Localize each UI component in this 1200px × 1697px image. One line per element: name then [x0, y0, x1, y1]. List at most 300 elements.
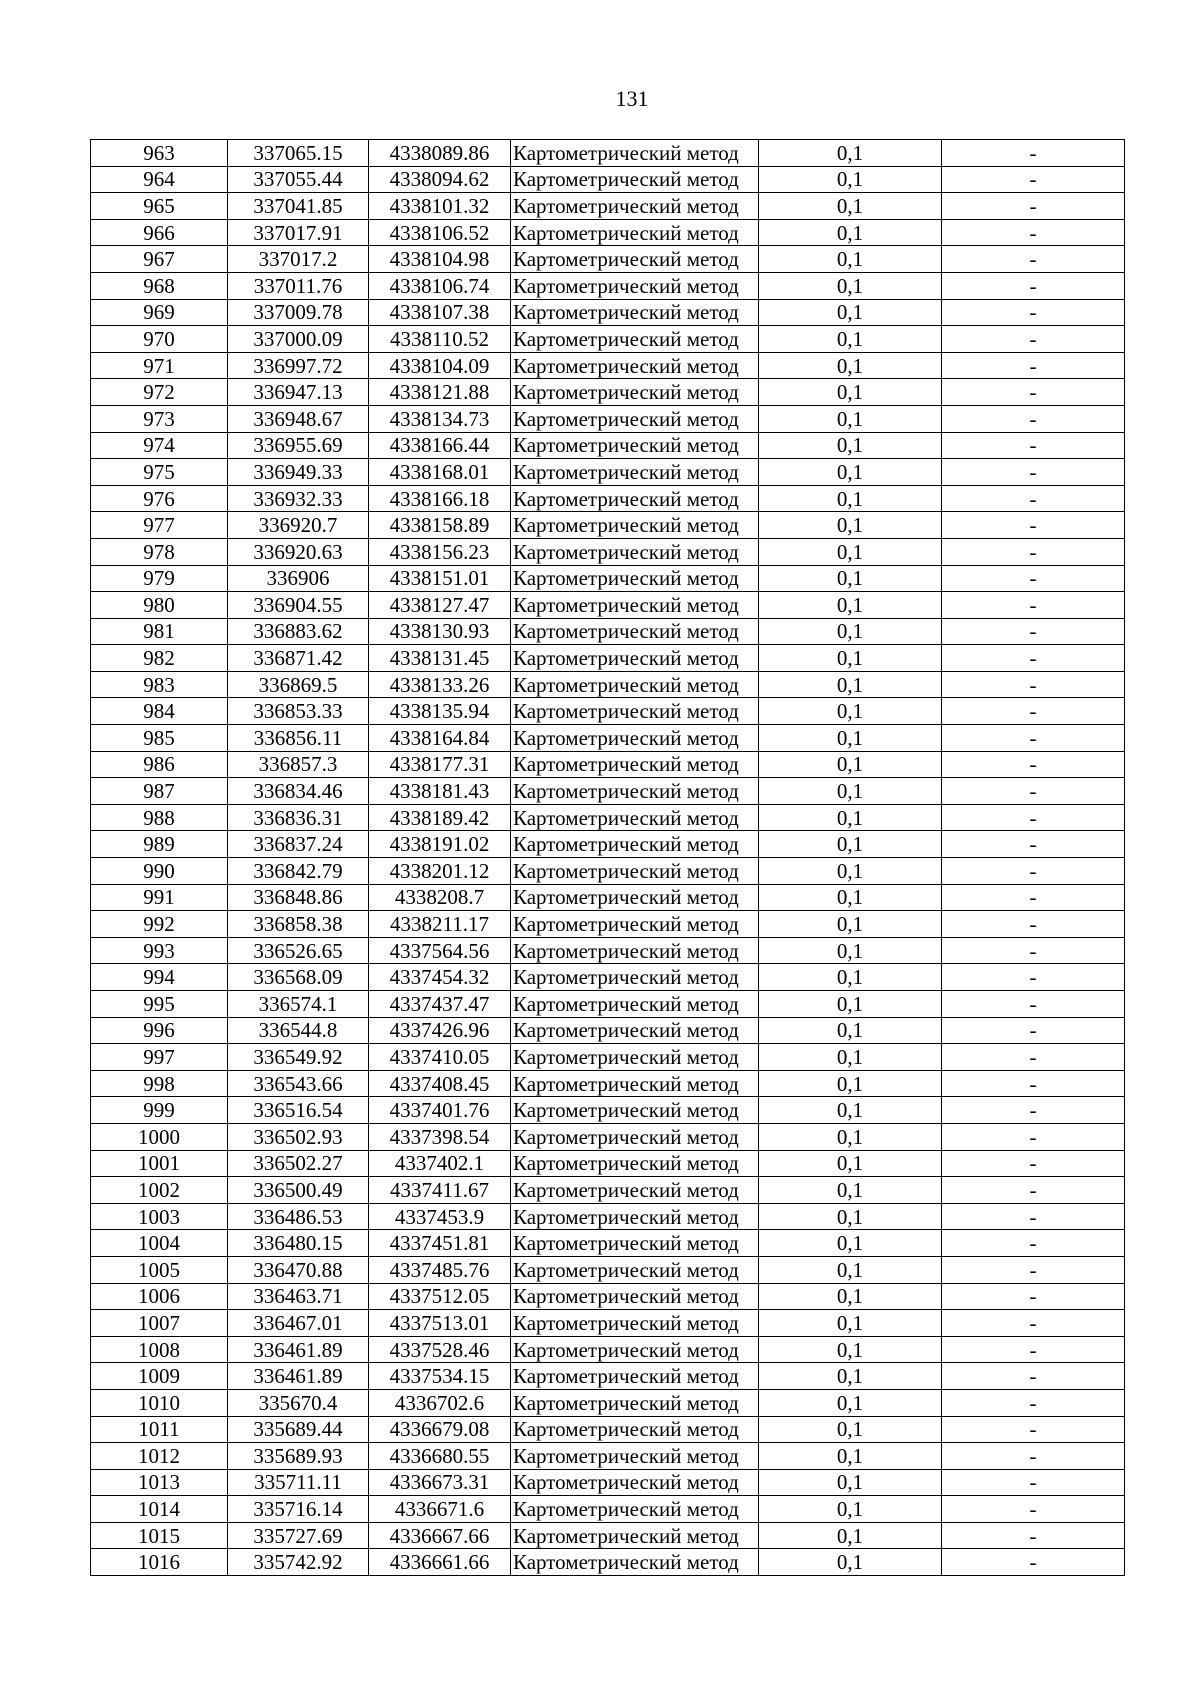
- table-row: [91, 485, 1125, 512]
- point-number-cell: 970: [91, 326, 228, 353]
- point-number-cell: 1010: [91, 1389, 228, 1416]
- point-number-cell: 972: [91, 379, 228, 406]
- table-row: [91, 1389, 1125, 1416]
- method-cell: Картометрический метод: [511, 1389, 759, 1416]
- method-cell: Картометрический метод: [511, 1283, 759, 1310]
- note-cell: -: [942, 405, 1125, 432]
- point-number-cell: 996: [91, 1017, 228, 1044]
- point-number-cell: 979: [91, 565, 228, 592]
- y-coordinate-cell: 4337534.15: [369, 1363, 511, 1390]
- table-row: [91, 272, 1125, 299]
- note-cell: -: [942, 1150, 1125, 1177]
- table-row: [91, 299, 1125, 326]
- accuracy-cell: 0,1: [759, 1389, 942, 1416]
- accuracy-cell: 0,1: [759, 1017, 942, 1044]
- point-number-cell: 968: [91, 272, 228, 299]
- x-coordinate-cell: 336856.11: [228, 725, 369, 752]
- y-coordinate-cell: 4338106.52: [369, 219, 511, 246]
- x-coordinate-cell: 335670.4: [228, 1389, 369, 1416]
- accuracy-cell: 0,1: [759, 432, 942, 459]
- x-coordinate-cell: 336848.86: [228, 884, 369, 911]
- y-coordinate-cell: 4338156.23: [369, 538, 511, 565]
- accuracy-cell: 0,1: [759, 804, 942, 831]
- point-number-cell: 981: [91, 618, 228, 645]
- note-cell: -: [942, 1416, 1125, 1443]
- accuracy-cell: 0,1: [759, 645, 942, 672]
- table-row: [91, 1017, 1125, 1044]
- x-coordinate-cell: 336470.88: [228, 1256, 369, 1283]
- table-row: [91, 1256, 1125, 1283]
- point-number-cell: 973: [91, 405, 228, 432]
- y-coordinate-cell: 4337485.76: [369, 1256, 511, 1283]
- x-coordinate-cell: 336486.53: [228, 1203, 369, 1230]
- y-coordinate-cell: 4336661.66: [369, 1549, 511, 1576]
- x-coordinate-cell: 336842.79: [228, 858, 369, 885]
- note-cell: -: [942, 1256, 1125, 1283]
- x-coordinate-cell: 336837.24: [228, 831, 369, 858]
- method-cell: Картометрический метод: [511, 1310, 759, 1337]
- x-coordinate-cell: 336543.66: [228, 1070, 369, 1097]
- table-row: [91, 1123, 1125, 1150]
- x-coordinate-cell: 337017.2: [228, 246, 369, 273]
- table-row: [91, 937, 1125, 964]
- y-coordinate-cell: 4336667.66: [369, 1522, 511, 1549]
- table-row: [91, 219, 1125, 246]
- note-cell: -: [942, 1363, 1125, 1390]
- x-coordinate-cell: 336463.71: [228, 1283, 369, 1310]
- x-coordinate-cell: 336461.89: [228, 1363, 369, 1390]
- point-number-cell: 992: [91, 911, 228, 938]
- accuracy-cell: 0,1: [759, 964, 942, 991]
- table-row: [91, 1443, 1125, 1470]
- accuracy-cell: 0,1: [759, 671, 942, 698]
- method-cell: Картометрический метод: [511, 272, 759, 299]
- method-cell: Картометрический метод: [511, 698, 759, 725]
- point-number-cell: 1014: [91, 1496, 228, 1523]
- y-coordinate-cell: 4337401.76: [369, 1097, 511, 1124]
- y-coordinate-cell: 4338177.31: [369, 751, 511, 778]
- note-cell: -: [942, 272, 1125, 299]
- point-number-cell: 994: [91, 964, 228, 991]
- note-cell: -: [942, 751, 1125, 778]
- accuracy-cell: 0,1: [759, 778, 942, 805]
- method-cell: Картометрический метод: [511, 1522, 759, 1549]
- y-coordinate-cell: 4338191.02: [369, 831, 511, 858]
- y-coordinate-cell: 4337564.56: [369, 937, 511, 964]
- method-cell: Картометрический метод: [511, 379, 759, 406]
- note-cell: -: [942, 1496, 1125, 1523]
- point-number-cell: 975: [91, 459, 228, 486]
- note-cell: -: [942, 565, 1125, 592]
- point-number-cell: 1009: [91, 1363, 228, 1390]
- method-cell: Картометрический метод: [511, 326, 759, 353]
- accuracy-cell: 0,1: [759, 858, 942, 885]
- point-number-cell: 1001: [91, 1150, 228, 1177]
- accuracy-cell: 0,1: [759, 1044, 942, 1071]
- table-row: [91, 1416, 1125, 1443]
- y-coordinate-cell: 4338134.73: [369, 405, 511, 432]
- x-coordinate-cell: 336549.92: [228, 1044, 369, 1071]
- point-number-cell: 984: [91, 698, 228, 725]
- y-coordinate-cell: 4338107.38: [369, 299, 511, 326]
- method-cell: Картометрический метод: [511, 1496, 759, 1523]
- method-cell: Картометрический метод: [511, 937, 759, 964]
- note-cell: -: [942, 698, 1125, 725]
- y-coordinate-cell: 4337454.32: [369, 964, 511, 991]
- point-number-cell: 1005: [91, 1256, 228, 1283]
- x-coordinate-cell: 336836.31: [228, 804, 369, 831]
- accuracy-cell: 0,1: [759, 459, 942, 486]
- table-row: [91, 592, 1125, 619]
- point-number-cell: 998: [91, 1070, 228, 1097]
- method-cell: Картометрический метод: [511, 1230, 759, 1257]
- method-cell: Картометрический метод: [511, 1017, 759, 1044]
- table-row: [91, 1230, 1125, 1257]
- note-cell: -: [942, 991, 1125, 1018]
- note-cell: -: [942, 1044, 1125, 1071]
- note-cell: -: [942, 671, 1125, 698]
- point-number-cell: 971: [91, 352, 228, 379]
- table-row: [91, 432, 1125, 459]
- note-cell: -: [942, 911, 1125, 938]
- accuracy-cell: 0,1: [759, 1177, 942, 1204]
- accuracy-cell: 0,1: [759, 751, 942, 778]
- point-number-cell: 989: [91, 831, 228, 858]
- method-cell: Картометрический метод: [511, 219, 759, 246]
- method-cell: Картометрический метод: [511, 1123, 759, 1150]
- x-coordinate-cell: 336516.54: [228, 1097, 369, 1124]
- accuracy-cell: 0,1: [759, 698, 942, 725]
- accuracy-cell: 0,1: [759, 1310, 942, 1337]
- y-coordinate-cell: 4337513.01: [369, 1310, 511, 1337]
- x-coordinate-cell: 336467.01: [228, 1310, 369, 1337]
- point-number-cell: 997: [91, 1044, 228, 1071]
- accuracy-cell: 0,1: [759, 299, 942, 326]
- note-cell: -: [942, 1283, 1125, 1310]
- point-number-cell: 1015: [91, 1522, 228, 1549]
- note-cell: -: [942, 964, 1125, 991]
- note-cell: -: [942, 326, 1125, 353]
- note-cell: -: [942, 645, 1125, 672]
- point-number-cell: 1011: [91, 1416, 228, 1443]
- method-cell: Картометрический метод: [511, 1336, 759, 1363]
- accuracy-cell: 0,1: [759, 1203, 942, 1230]
- table-row: [91, 1150, 1125, 1177]
- y-coordinate-cell: 4338181.43: [369, 778, 511, 805]
- note-cell: -: [942, 485, 1125, 512]
- y-coordinate-cell: 4338158.89: [369, 512, 511, 539]
- method-cell: Картометрический метод: [511, 1469, 759, 1496]
- x-coordinate-cell: 335711.11: [228, 1469, 369, 1496]
- method-cell: Картометрический метод: [511, 991, 759, 1018]
- point-number-cell: 995: [91, 991, 228, 1018]
- method-cell: Картометрический метод: [511, 751, 759, 778]
- accuracy-cell: 0,1: [759, 326, 942, 353]
- x-coordinate-cell: 336834.46: [228, 778, 369, 805]
- accuracy-cell: 0,1: [759, 1443, 942, 1470]
- y-coordinate-cell: 4337398.54: [369, 1123, 511, 1150]
- table-row: [91, 1097, 1125, 1124]
- point-number-cell: 964: [91, 166, 228, 193]
- accuracy-cell: 0,1: [759, 1070, 942, 1097]
- note-cell: -: [942, 1070, 1125, 1097]
- x-coordinate-cell: 335716.14: [228, 1496, 369, 1523]
- y-coordinate-cell: 4337528.46: [369, 1336, 511, 1363]
- y-coordinate-cell: 4338201.12: [369, 858, 511, 885]
- method-cell: Картометрический метод: [511, 1044, 759, 1071]
- table-row: [91, 405, 1125, 432]
- y-coordinate-cell: 4337410.05: [369, 1044, 511, 1071]
- table-row: [91, 1469, 1125, 1496]
- page-number: 131: [615, 86, 649, 111]
- y-coordinate-cell: 4338211.17: [369, 911, 511, 938]
- x-coordinate-cell: 336947.13: [228, 379, 369, 406]
- accuracy-cell: 0,1: [759, 405, 942, 432]
- table-row: [91, 884, 1125, 911]
- method-cell: Картометрический метод: [511, 725, 759, 752]
- note-cell: -: [942, 858, 1125, 885]
- point-number-cell: 1003: [91, 1203, 228, 1230]
- note-cell: -: [942, 725, 1125, 752]
- accuracy-cell: 0,1: [759, 193, 942, 220]
- method-cell: Картометрический метод: [511, 858, 759, 885]
- point-number-cell: 1000: [91, 1123, 228, 1150]
- y-coordinate-cell: 4338110.52: [369, 326, 511, 353]
- point-number-cell: 980: [91, 592, 228, 619]
- point-number-cell: 991: [91, 884, 228, 911]
- x-coordinate-cell: 336574.1: [228, 991, 369, 1018]
- note-cell: -: [942, 1443, 1125, 1470]
- accuracy-cell: 0,1: [759, 884, 942, 911]
- y-coordinate-cell: 4338166.44: [369, 432, 511, 459]
- accuracy-cell: 0,1: [759, 725, 942, 752]
- point-number-cell: 978: [91, 538, 228, 565]
- table-row: [91, 1310, 1125, 1337]
- y-coordinate-cell: 4338164.84: [369, 725, 511, 752]
- method-cell: Картометрический метод: [511, 778, 759, 805]
- accuracy-cell: 0,1: [759, 538, 942, 565]
- method-cell: Картометрический метод: [511, 1177, 759, 1204]
- point-number-cell: 1016: [91, 1549, 228, 1576]
- note-cell: -: [942, 459, 1125, 486]
- accuracy-cell: 0,1: [759, 565, 942, 592]
- point-number-cell: 1008: [91, 1336, 228, 1363]
- coordinates-table-body: [91, 140, 1125, 1576]
- x-coordinate-cell: 336853.33: [228, 698, 369, 725]
- y-coordinate-cell: 4338094.62: [369, 166, 511, 193]
- method-cell: Картометрический метод: [511, 1443, 759, 1470]
- note-cell: -: [942, 512, 1125, 539]
- note-cell: -: [942, 1549, 1125, 1576]
- method-cell: Картометрический метод: [511, 592, 759, 619]
- x-coordinate-cell: 336568.09: [228, 964, 369, 991]
- accuracy-cell: 0,1: [759, 246, 942, 273]
- method-cell: Картометрический метод: [511, 512, 759, 539]
- y-coordinate-cell: 4336671.6: [369, 1496, 511, 1523]
- y-coordinate-cell: 4338121.88: [369, 379, 511, 406]
- accuracy-cell: 0,1: [759, 485, 942, 512]
- accuracy-cell: 0,1: [759, 991, 942, 1018]
- y-coordinate-cell: 4337426.96: [369, 1017, 511, 1044]
- y-coordinate-cell: 4338104.09: [369, 352, 511, 379]
- table-row: [91, 326, 1125, 353]
- point-number-cell: 1006: [91, 1283, 228, 1310]
- x-coordinate-cell: 337011.76: [228, 272, 369, 299]
- table-row: [91, 512, 1125, 539]
- accuracy-cell: 0,1: [759, 1336, 942, 1363]
- point-number-cell: 993: [91, 937, 228, 964]
- point-number-cell: 1012: [91, 1443, 228, 1470]
- note-cell: -: [942, 1017, 1125, 1044]
- note-cell: -: [942, 1230, 1125, 1257]
- point-number-cell: 988: [91, 804, 228, 831]
- x-coordinate-cell: 336502.93: [228, 1123, 369, 1150]
- x-coordinate-cell: 336948.67: [228, 405, 369, 432]
- y-coordinate-cell: 4338131.45: [369, 645, 511, 672]
- y-coordinate-cell: 4338133.26: [369, 671, 511, 698]
- y-coordinate-cell: 4337451.81: [369, 1230, 511, 1257]
- x-coordinate-cell: 335689.93: [228, 1443, 369, 1470]
- table-row: [91, 193, 1125, 220]
- coordinates-table: [90, 139, 1125, 1576]
- y-coordinate-cell: 4338208.7: [369, 884, 511, 911]
- accuracy-cell: 0,1: [759, 166, 942, 193]
- x-coordinate-cell: 336949.33: [228, 459, 369, 486]
- table-row: [91, 1283, 1125, 1310]
- table-row: [91, 565, 1125, 592]
- note-cell: -: [942, 1336, 1125, 1363]
- note-cell: -: [942, 193, 1125, 220]
- x-coordinate-cell: 336955.69: [228, 432, 369, 459]
- table-row: [91, 911, 1125, 938]
- note-cell: -: [942, 1177, 1125, 1204]
- point-number-cell: 963: [91, 140, 228, 167]
- note-cell: -: [942, 804, 1125, 831]
- note-cell: -: [942, 432, 1125, 459]
- accuracy-cell: 0,1: [759, 1496, 942, 1523]
- y-coordinate-cell: 4338166.18: [369, 485, 511, 512]
- x-coordinate-cell: 336883.62: [228, 618, 369, 645]
- note-cell: -: [942, 1203, 1125, 1230]
- note-cell: -: [942, 299, 1125, 326]
- x-coordinate-cell: 335727.69: [228, 1522, 369, 1549]
- note-cell: -: [942, 592, 1125, 619]
- table-row: [91, 1363, 1125, 1390]
- table-row: [91, 140, 1125, 167]
- note-cell: -: [942, 219, 1125, 246]
- method-cell: Картометрический метод: [511, 618, 759, 645]
- accuracy-cell: 0,1: [759, 831, 942, 858]
- point-number-cell: 986: [91, 751, 228, 778]
- y-coordinate-cell: 4338151.01: [369, 565, 511, 592]
- note-cell: -: [942, 379, 1125, 406]
- y-coordinate-cell: 4338127.47: [369, 592, 511, 619]
- note-cell: -: [942, 1097, 1125, 1124]
- table-row: [91, 645, 1125, 672]
- method-cell: Картометрический метод: [511, 671, 759, 698]
- method-cell: Картометрический метод: [511, 299, 759, 326]
- note-cell: -: [942, 352, 1125, 379]
- method-cell: Картометрический метод: [511, 459, 759, 486]
- point-number-cell: 1004: [91, 1230, 228, 1257]
- table-row: [91, 618, 1125, 645]
- note-cell: -: [942, 1469, 1125, 1496]
- x-coordinate-cell: 337017.91: [228, 219, 369, 246]
- y-coordinate-cell: 4336702.6: [369, 1389, 511, 1416]
- table-row: [91, 725, 1125, 752]
- method-cell: Картометрический метод: [511, 352, 759, 379]
- method-cell: Картометрический метод: [511, 884, 759, 911]
- x-coordinate-cell: 337009.78: [228, 299, 369, 326]
- note-cell: -: [942, 246, 1125, 273]
- accuracy-cell: 0,1: [759, 1549, 942, 1576]
- accuracy-cell: 0,1: [759, 1123, 942, 1150]
- table-row: [91, 991, 1125, 1018]
- accuracy-cell: 0,1: [759, 1416, 942, 1443]
- method-cell: Картометрический метод: [511, 538, 759, 565]
- y-coordinate-cell: 4336679.08: [369, 1416, 511, 1443]
- x-coordinate-cell: 336869.5: [228, 671, 369, 698]
- accuracy-cell: 0,1: [759, 219, 942, 246]
- accuracy-cell: 0,1: [759, 1150, 942, 1177]
- table-row: [91, 778, 1125, 805]
- table-row: [91, 1177, 1125, 1204]
- table-row: [91, 858, 1125, 885]
- x-coordinate-cell: 336871.42: [228, 645, 369, 672]
- method-cell: Картометрический метод: [511, 911, 759, 938]
- table-row: [91, 1496, 1125, 1523]
- table-row: [91, 459, 1125, 486]
- point-number-cell: 965: [91, 193, 228, 220]
- y-coordinate-cell: 4338106.74: [369, 272, 511, 299]
- x-coordinate-cell: 336502.27: [228, 1150, 369, 1177]
- method-cell: Картометрический метод: [511, 1549, 759, 1576]
- accuracy-cell: 0,1: [759, 911, 942, 938]
- note-cell: -: [942, 140, 1125, 167]
- point-number-cell: 976: [91, 485, 228, 512]
- accuracy-cell: 0,1: [759, 1363, 942, 1390]
- x-coordinate-cell: 335689.44: [228, 1416, 369, 1443]
- method-cell: Картометрический метод: [511, 1256, 759, 1283]
- y-coordinate-cell: 4338130.93: [369, 618, 511, 645]
- table-row: [91, 831, 1125, 858]
- y-coordinate-cell: 4337408.45: [369, 1070, 511, 1097]
- x-coordinate-cell: 337041.85: [228, 193, 369, 220]
- table-row: [91, 1549, 1125, 1576]
- x-coordinate-cell: 336906: [228, 565, 369, 592]
- table-row: [91, 1336, 1125, 1363]
- table-row: [91, 698, 1125, 725]
- note-cell: -: [942, 778, 1125, 805]
- method-cell: Картометрический метод: [511, 1416, 759, 1443]
- x-coordinate-cell: 336932.33: [228, 485, 369, 512]
- x-coordinate-cell: 336461.89: [228, 1336, 369, 1363]
- point-number-cell: 974: [91, 432, 228, 459]
- x-coordinate-cell: 336997.72: [228, 352, 369, 379]
- point-number-cell: 985: [91, 725, 228, 752]
- x-coordinate-cell: 337055.44: [228, 166, 369, 193]
- point-number-cell: 967: [91, 246, 228, 273]
- table-row: [91, 804, 1125, 831]
- x-coordinate-cell: 336920.7: [228, 512, 369, 539]
- accuracy-cell: 0,1: [759, 1283, 942, 1310]
- note-cell: -: [942, 538, 1125, 565]
- table-row: [91, 1522, 1125, 1549]
- point-number-cell: 982: [91, 645, 228, 672]
- method-cell: Картометрический метод: [511, 1363, 759, 1390]
- accuracy-cell: 0,1: [759, 1097, 942, 1124]
- point-number-cell: 999: [91, 1097, 228, 1124]
